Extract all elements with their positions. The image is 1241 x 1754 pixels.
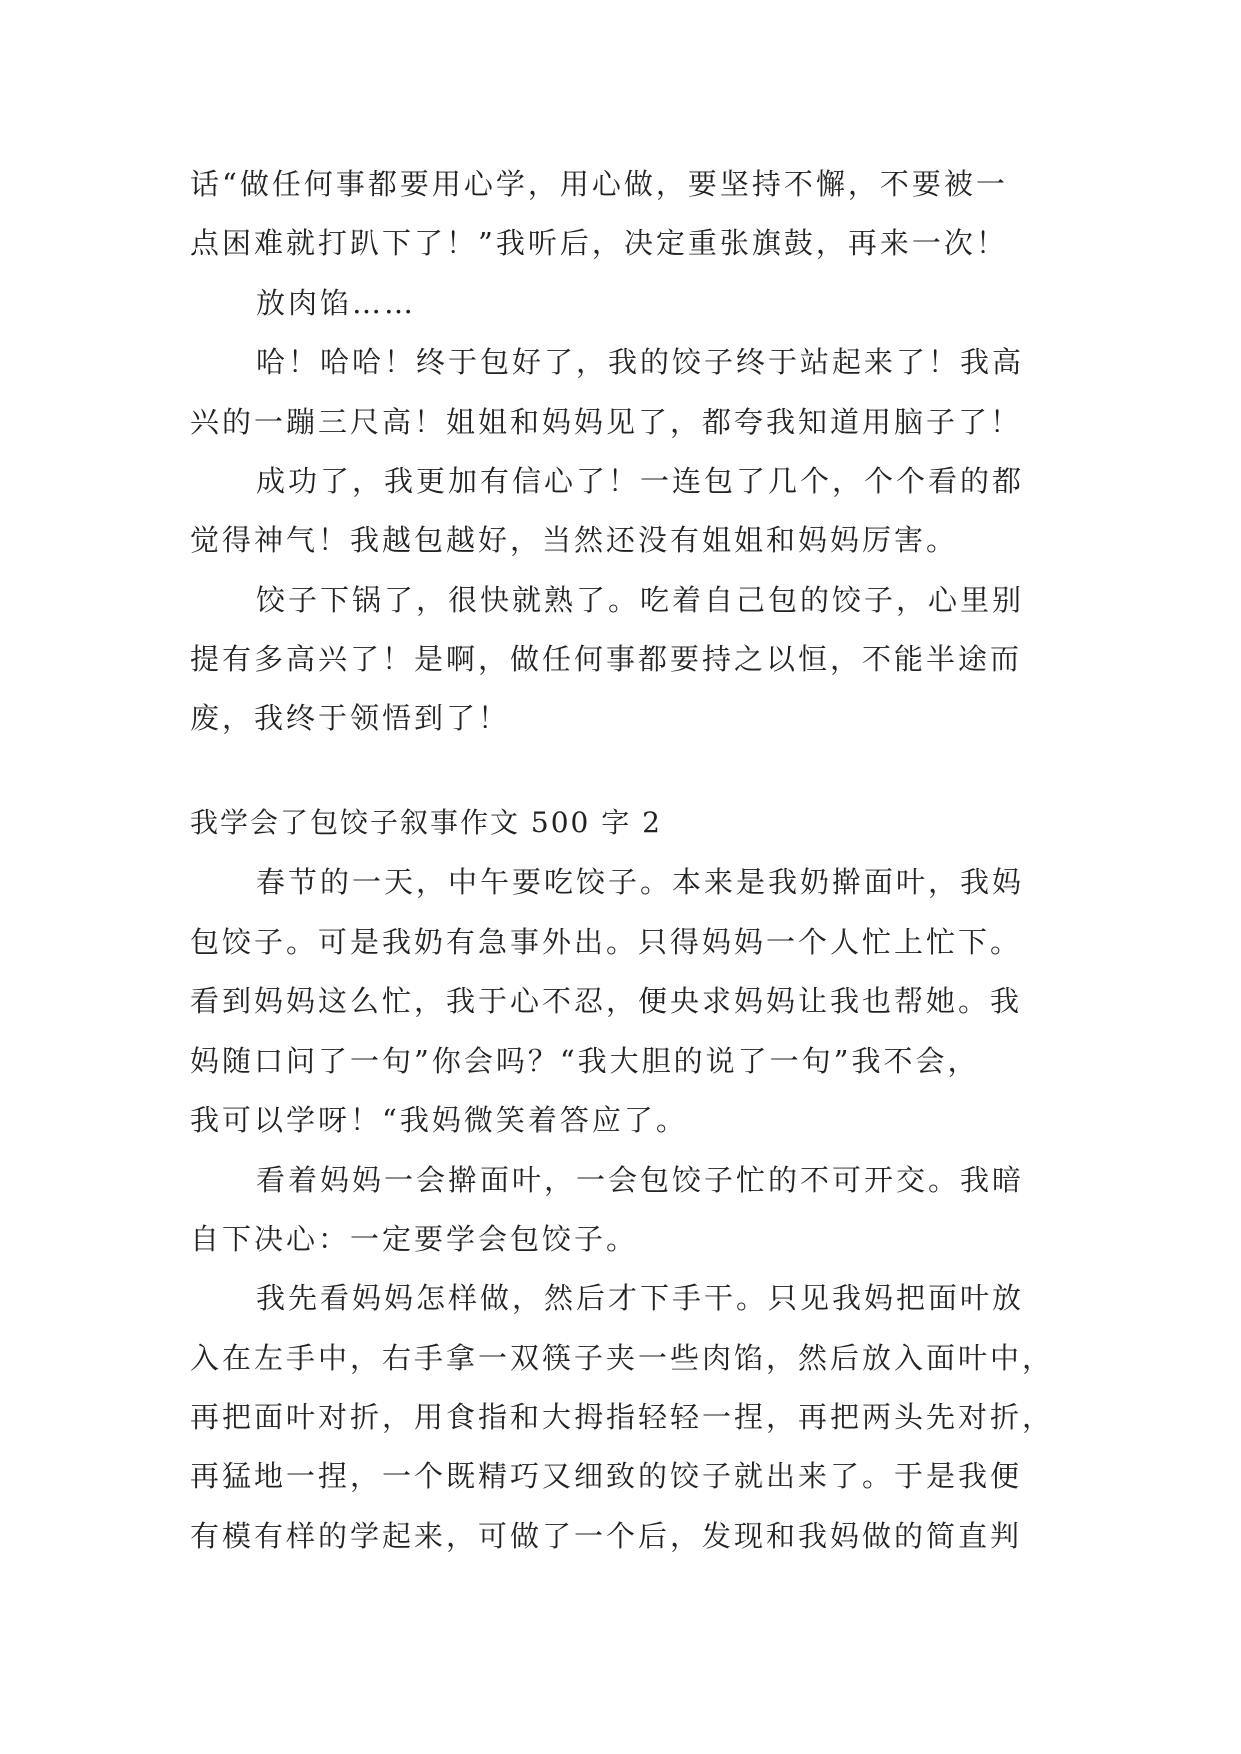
text-line: 自下决心：一定要学会包饺子。 [190,1222,639,1256]
text-line: 兴的一蹦三尺高！姐姐和妈妈见了，都夸我知道用脑子了！ [190,405,1023,439]
text-line: 哈！哈哈！终于包好了，我的饺子终于站起来了！我高 [256,345,1025,379]
text-line: 包饺子。可是我奶有急事外出。只得妈妈一个人忙上忙下。 [190,925,1023,959]
text-line: 再猛地一捏，一个既精巧又细致的饺子就出来了。于是我便 [190,1459,1023,1493]
text-line: 有模有样的学起来，可做了一个后，发现和我妈做的简直判 [190,1519,1023,1553]
text-line: 点困难就打趴下了！”我听后，决定重张旗鼓，再来一次！ [190,226,1008,260]
text-line: 我可以学呀！“我妈微笑着答应了。 [190,1103,688,1137]
text-line: 看着妈妈一会擀面叶，一会包饺子忙的不可开交。我暗 [256,1163,1025,1197]
text-line: 放肉馅…… [256,286,417,320]
section-heading: 我学会了包饺子叙事作文 500 字 2 [190,806,662,839]
text-line: 话“做任何事都要用心学，用心做，要坚持不懈，不要被一 [190,167,1008,201]
text-line: 提有多高兴了！是啊，做任何事都要持之以恒，不能半途而 [190,642,1023,676]
text-line: 妈随口问了一句”你会吗？“我大胆的说了一句”我不会， [190,1044,980,1078]
text-line: 入在左手中，右手拿一双筷子夹一些肉馅，然后放入面叶中， [190,1341,1055,1375]
text-line: 成功了，我更加有信心了！一连包了几个，个个看的都 [256,464,1025,498]
text-line: 我先看妈妈怎样做，然后才下手干。只见我妈把面叶放 [256,1281,1025,1315]
text-line: 饺子下锅了，很快就熟了。吃着自己包的饺子，心里别 [256,583,1025,617]
text-line: 废，我终于领悟到了！ [190,701,511,735]
text-line: 看到妈妈这么忙，我于心不忍，便央求妈妈让我也帮她。我 [190,984,1023,1018]
text-line: 再把面叶对折，用食指和大拇指轻轻一捏，再把两头先对折， [190,1400,1055,1434]
text-line: 觉得神气！我越包越好，当然还没有姐姐和妈妈厉害。 [190,523,959,557]
text-line: 春节的一天，中午要吃饺子。本来是我奶擀面叶，我妈 [256,865,1025,899]
